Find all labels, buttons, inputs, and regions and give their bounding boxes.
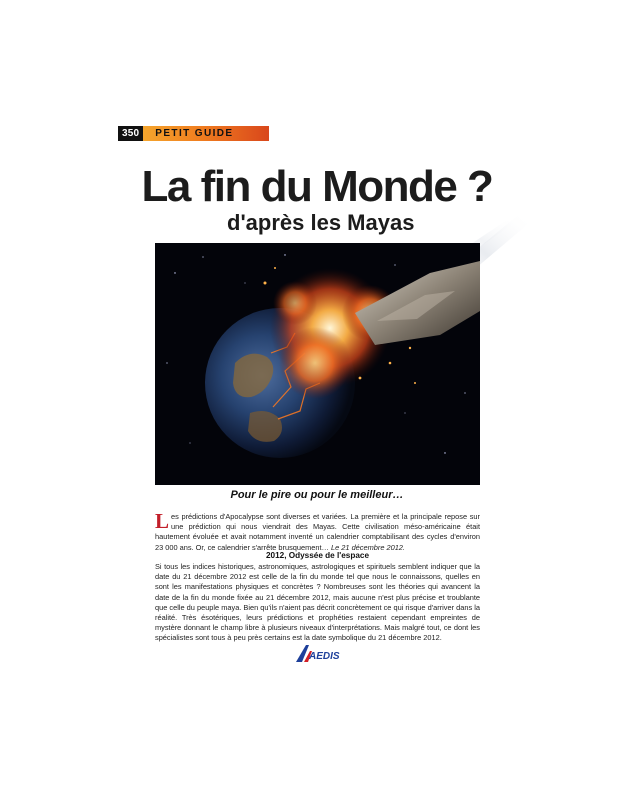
publisher-logo-text: AEDIS (309, 651, 340, 662)
tagline: Pour le pire ou pour le meilleur… (230, 489, 404, 501)
cover-illustration (155, 243, 480, 485)
intro-paragraph (155, 509, 480, 553)
publisher-logo (294, 643, 346, 663)
series-banner (118, 126, 269, 141)
series-name: PETIT GUIDE (155, 128, 234, 139)
series-number: 350 (118, 126, 143, 141)
drop-cap: L (155, 509, 170, 533)
intro-date: Le 21 décembre 2012. (331, 542, 405, 552)
page-subtitle: d'après les Mayas (227, 210, 415, 235)
intro-text: es prédictions d'Apocalypse sont diverses et variées. La première et la principale repose sur une prédiction qui nous viendrait des Mayas. Cette civilisation méso-américaine était hautement évoluée et avait notamment inventé un calendrier comptabilisant des cycles d'environ 23 000 ans. Or, ce calendrier s'arrête brusquement… (155, 512, 480, 552)
page-title: La fin du Monde ? (141, 162, 493, 211)
section-heading: 2012, Odyssée de l'espace (266, 551, 369, 560)
section-paragraph: Si tous les indices historiques, astronomiques, astrologiques et spirituels semblent indiquer que la date du 21 décembre 2012 est celle de la fin du monde tel que nous le connaissons, quelles en sont les manifestations physiques et concrètes ? Nombreuses sont les théories qui avancent la date de la fin du monde fixée au 21 décembre 2012, mais aucune n'est plus précise et troublante que celle du peuple maya. Bien qu'ils n'aient pas décrit concrètement ce qui risque d'arriver dans la réalité. Très ésotériques, leurs prédictions et prophéties restaient cependant empreintes de mystère donnant le champ libre à plusieurs niveaux d'interprétations. Mais malgré tout, ce dont les spécialistes sont tous à peu près certains est la date symbolique du 21 décembre 2012. (155, 562, 480, 643)
earth-impact-image (155, 243, 480, 485)
